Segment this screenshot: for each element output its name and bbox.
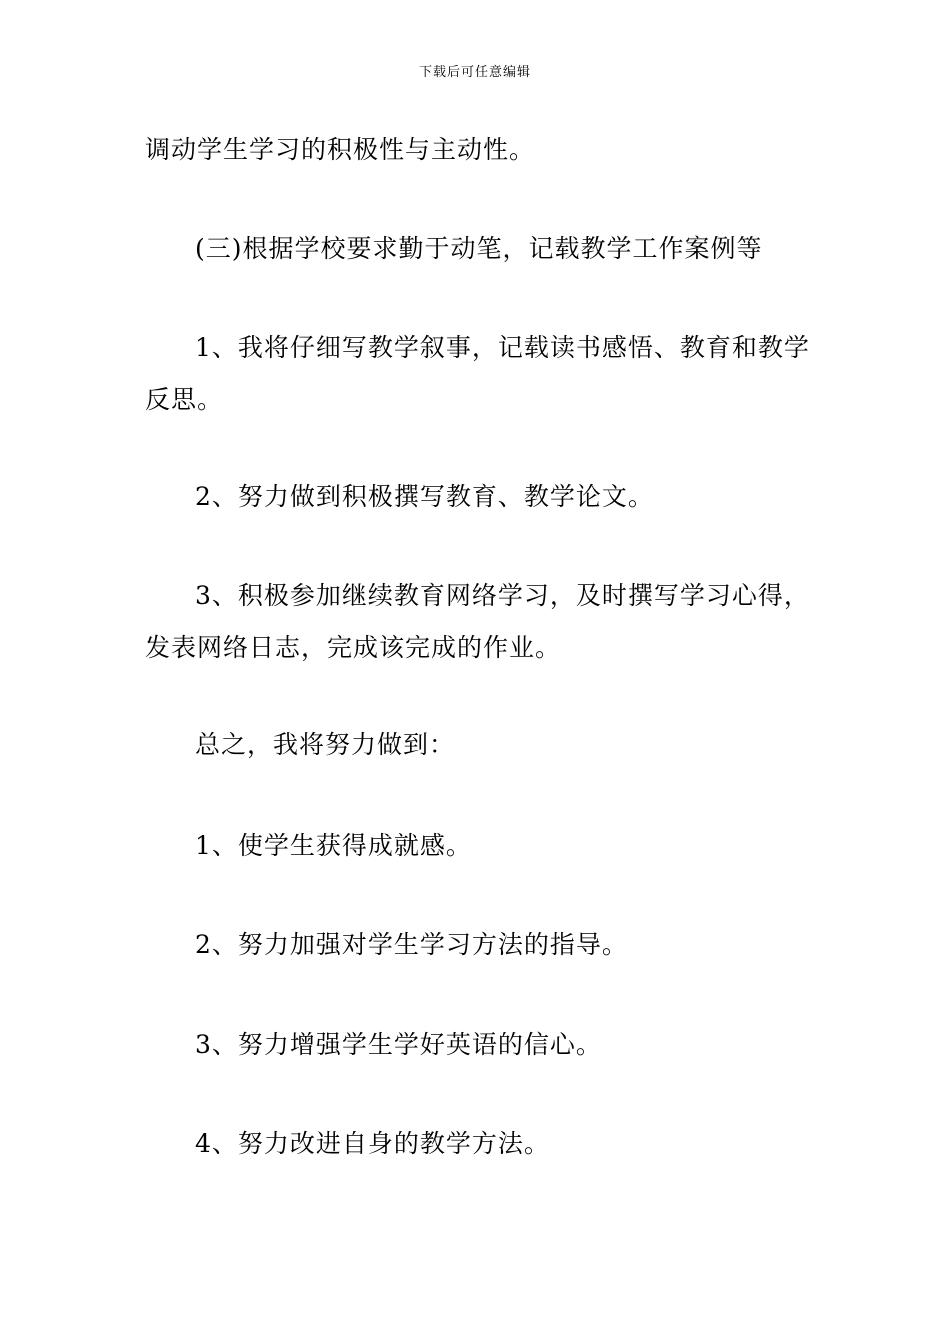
summary-intro: 总之，我将努力做到： — [195, 730, 456, 759]
paragraph-continuation: 调动学生学习的积极性与主动性。 — [145, 135, 536, 164]
page-header: 下载后可任意编辑 — [418, 65, 531, 80]
summary-item-2: 2、努力加强对学生学习方法的指导。 — [195, 930, 628, 959]
list-item-papers: 2、努力做到积极撰写教育、教学论文。 — [195, 482, 654, 511]
summary-item-3: 3、努力增强学生学好英语的信心。 — [195, 1030, 602, 1059]
list-item-online-learning: 3、积极参加继续教育网络学习，及时撰写学习心得，发表网络日志，完成该完成的作业。 — [145, 581, 810, 662]
summary-item-4: 4、努力改进自身的教学方法。 — [195, 1129, 550, 1158]
list-item-reflection: 1、我将仔细写教学叙事，记载读书感悟、教育和教学反思。 — [145, 333, 810, 414]
summary-item-1: 1、使学生获得成就感。 — [195, 831, 472, 860]
section-heading-3: (三)根据学校要求勤于动笔，记载教学工作案例等 — [195, 234, 763, 263]
